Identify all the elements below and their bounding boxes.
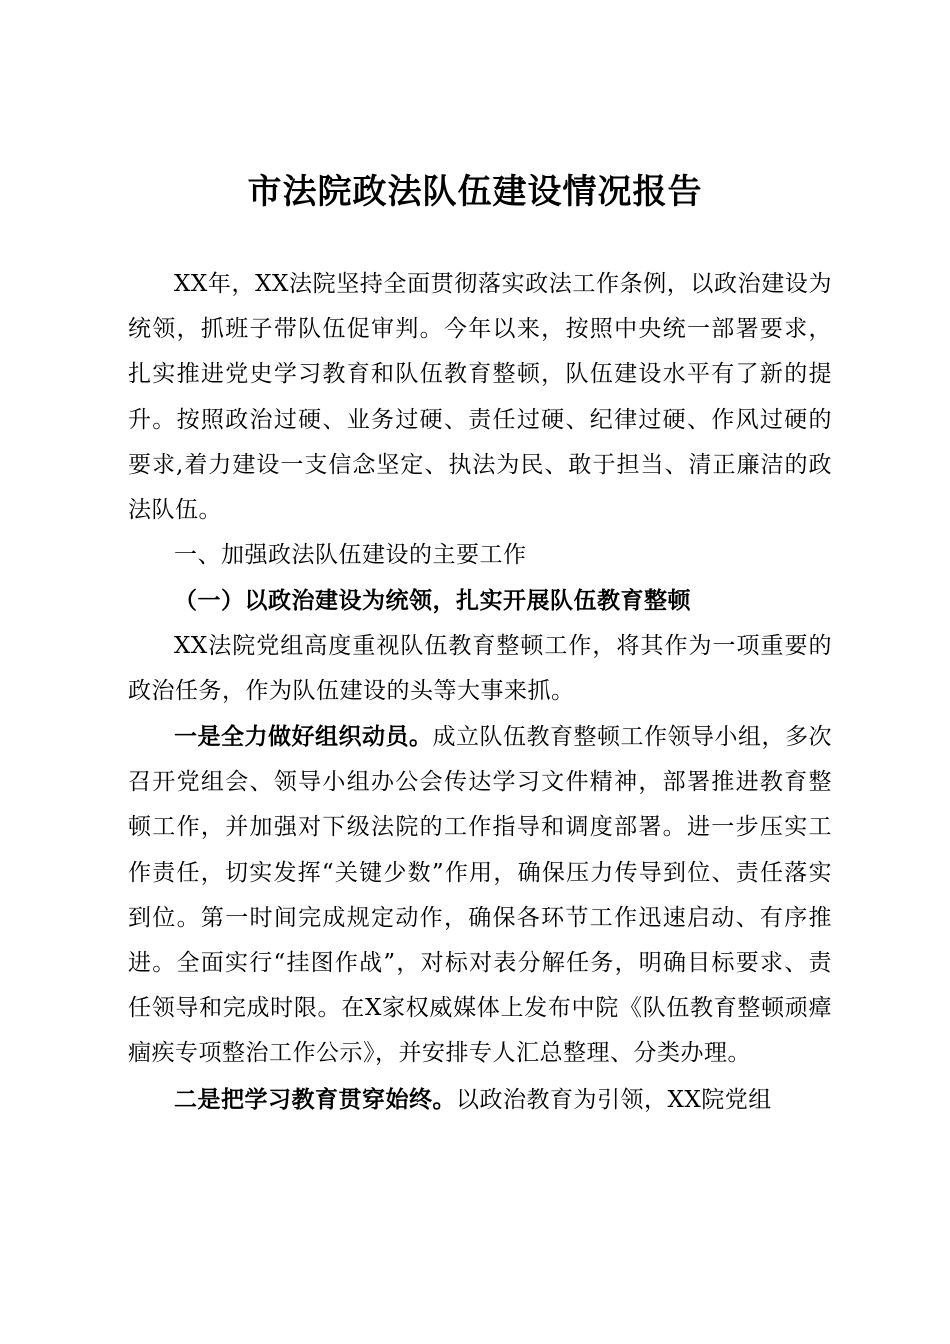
intro-paragraph: XX年，XX法院坚持全面贯彻落实政法工作条例，以政治建设为统领，抓班子带队伍促审判。今年以来，按照中央统一部署要求，扎实推进党史学习教育和队伍教育整顿，队伍建设水平有了新的提升。按照政治过硬、业务过硬、责任过硬、纪律过硬、作风过硬的要求,着力建设一支信念坚定、执法为民、敢于担当、清正廉洁的政法队伍。 bbox=[128, 271, 832, 524]
point-1-lead: 一是全力做好组织动员。 bbox=[174, 723, 433, 751]
point-2-text: 以政治教育为引领，XX院党组 bbox=[456, 1086, 772, 1113]
document-body bbox=[128, 262, 832, 1123]
section-heading-1: 一、加强政法队伍建设的主要工作 bbox=[174, 542, 527, 569]
subsection-heading-1: （一）以政治建设为统领，扎实开展队伍教育整顿 bbox=[174, 587, 691, 615]
point-2-lead: 二是把学习教育贯穿始终。 bbox=[174, 1085, 456, 1113]
document-title: 市法院政法队伍建设情况报告 bbox=[247, 172, 703, 212]
subsection-paragraph-1: XX法院党组高度重视队伍教育整顿工作，将其作为一项重要的政治任务，作为队伍建设的头等大事来抓。 bbox=[128, 632, 832, 704]
point-1-text: 成立队伍教育整顿工作领导小组，多次召开党组会、领导小组办公会传达学习文件精神，部署推进教育整顿工作，并加强对下级法院的工作指导和调度部署。进一步压实工作责任，切实发挥“关键少数”作用，确保压力传导到位、责任落实到位。第一时间完成规定动作，确保各环节工作迅速启动、有序推进。全面实行“挂图作战”，对标对表分解任务，明确目标要求、责任领导和完成时限。在X家权威媒体上发布中院《队伍教育整顿顽瘴痼疾专项整治工作公示》，并安排专人汇总整理、分类办理。 bbox=[128, 724, 832, 1067]
point-paragraph-1 bbox=[128, 714, 832, 1077]
point-paragraph-2 bbox=[128, 1077, 832, 1123]
